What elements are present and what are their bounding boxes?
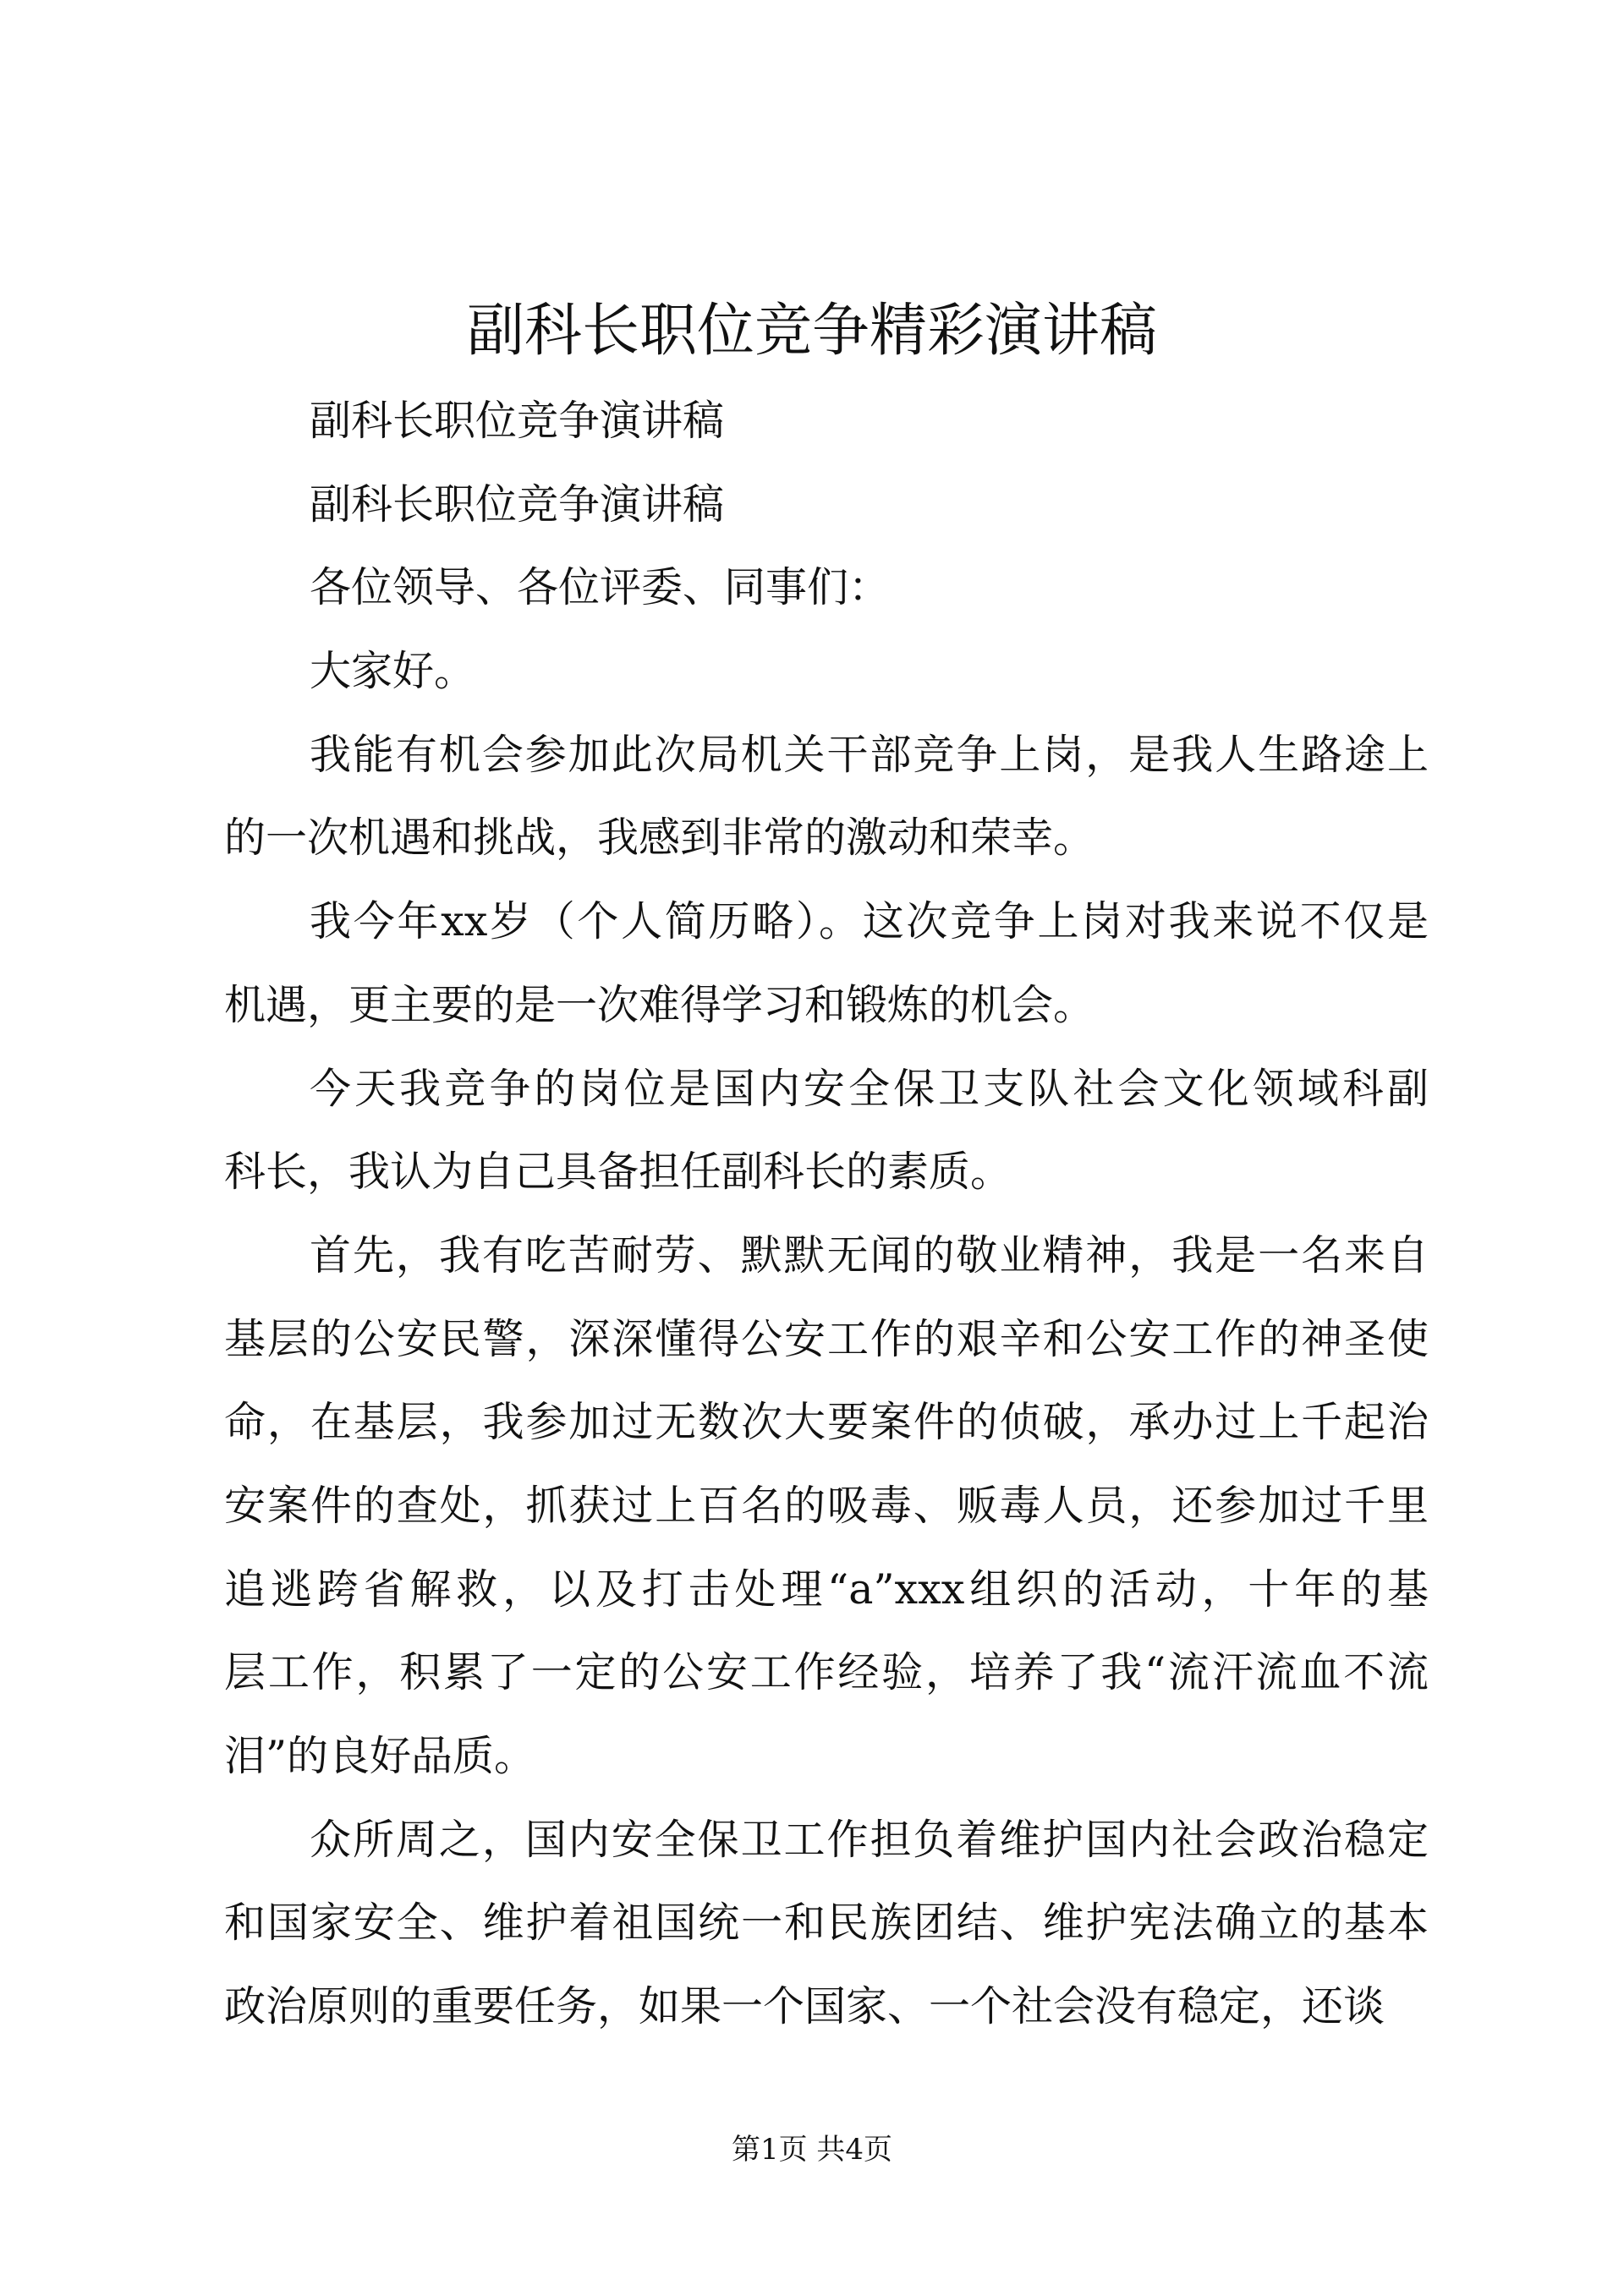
text-line: 众所周之，国内安全保卫工作担负着维护国内社会政治稳定 [310,1815,1429,1864]
text-line: 大家好。 [310,647,476,696]
text-line: 今天我竞争的岗位是国内安全保卫支队社会文化领域科副 [310,1064,1429,1113]
text-line: 副科长职位竞争演讲稿 [310,479,725,529]
text-line: 副科长职位竞争演讲稿 [310,397,725,445]
text-line: 政治原则的重要任务，如果一个国家、一个社会没有稳定，还谈 [224,1982,1385,2031]
text-line: 泪”的良好品质。 [224,1732,536,1780]
text-line: 命，在基层，我参加过无数次大要案件的侦破，承办过上千起治 [224,1398,1429,1447]
paragraph [224,1799,1429,2049]
paragraph [224,546,1429,630]
document-title: 副科长职位竞争精彩演讲稿 [466,298,1157,364]
text-line: 我今年xx岁（个人简历略）。这次竞争上岗对我来说不仅是 [310,897,1429,946]
paragraph [224,1048,1429,1214]
text-line: 的一次机遇和挑战，我感到非常的激动和荣幸。 [224,814,1095,863]
text-line: 各位领导、各位评委、同事们： [310,563,891,612]
document-body [224,380,1429,2049]
text-line: 首先，我有吃苦耐劳、默默无闻的敬业精神，我是一名来自 [310,1230,1429,1280]
text-line: 我能有机会参加此次局机关干部竞争上岗，是我人生路途上 [310,730,1429,779]
paragraph [224,1214,1429,1799]
paragraph [224,463,1429,547]
text-line: 层工作，积累了一定的公安工作经验，培养了我“流汗流血不流 [224,1648,1429,1697]
text-line: 机遇，更主要的是一次难得学习和锻炼的机会。 [224,980,1095,1029]
paragraph [224,630,1429,714]
text-line: 追逃跨省解救，以及打击处理“a”xxx组织的活动，十年的基 [224,1564,1429,1614]
text-line: 安案件的查处，抓获过上百名的吸毒、贩毒人员，还参加过千里 [224,1481,1429,1530]
text-line: 和国家安全、维护着祖国统一和民族团结、维护宪法确立的基本 [224,1899,1429,1948]
page-footer: 第1页 共4页 [731,2133,893,2167]
paragraph [224,380,1429,463]
paragraph [224,714,1429,880]
text-line: 基层的公安民警，深深懂得公安工作的艰辛和公安工作的神圣使 [224,1314,1429,1363]
paragraph [224,880,1429,1047]
text-line: 科长，我认为自己具备担任副科长的素质。 [224,1148,1012,1197]
